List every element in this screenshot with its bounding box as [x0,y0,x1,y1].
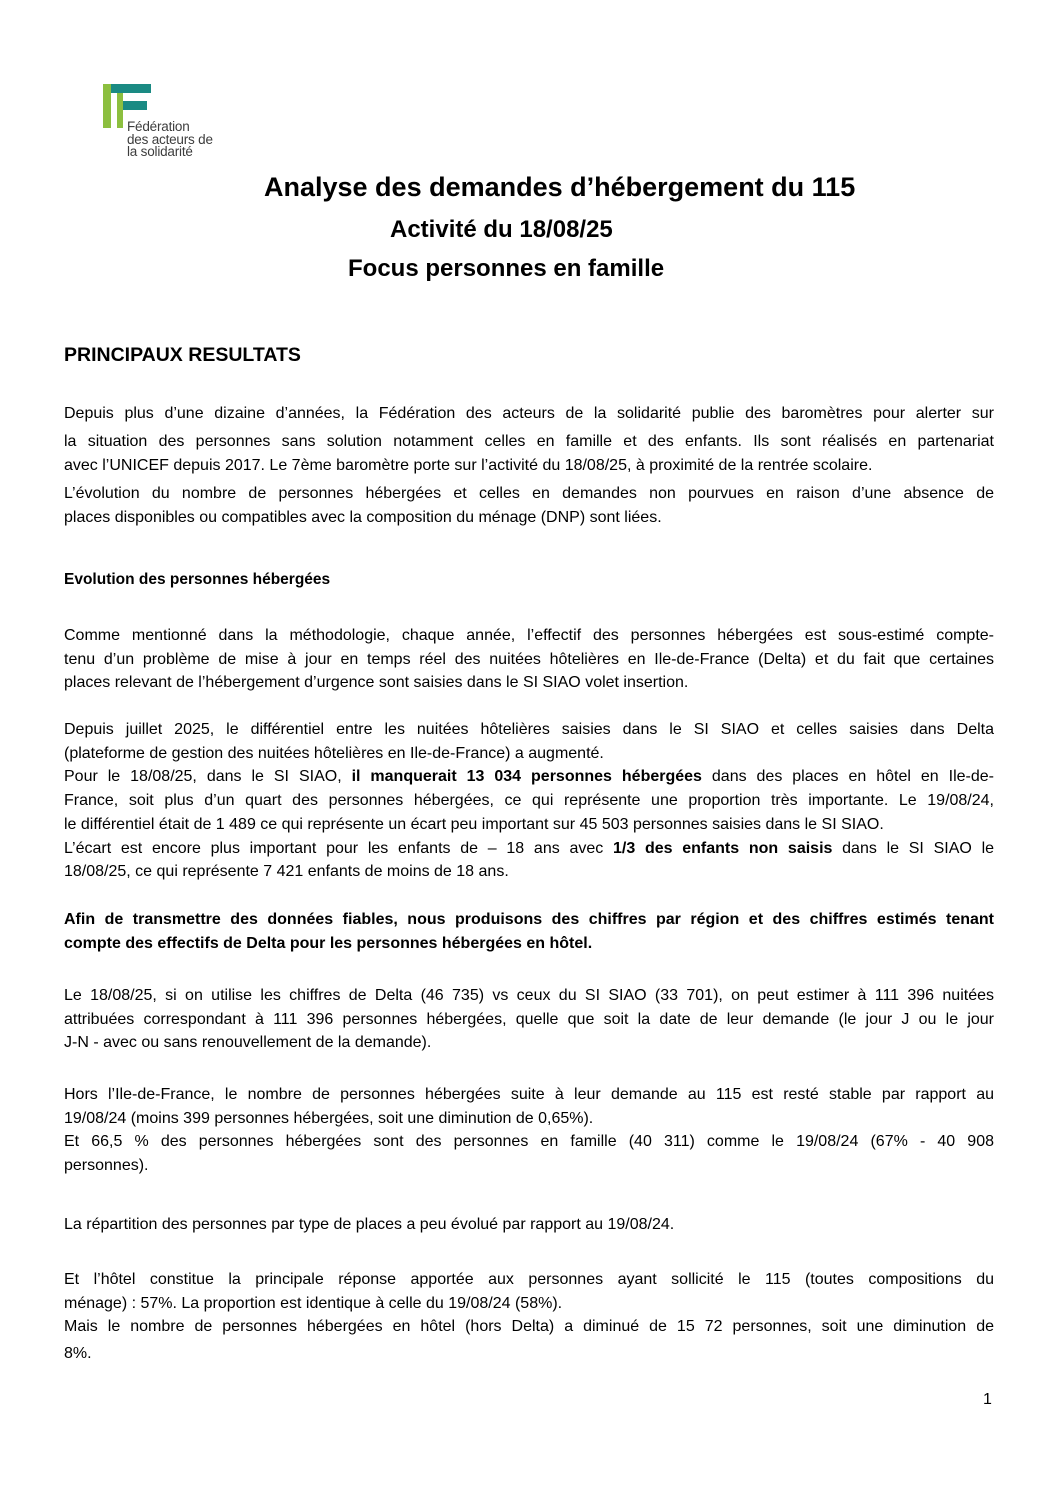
section-heading: PRINCIPAUX RESULTATS [64,344,301,366]
logo-line-2: des acteurs de [127,131,213,147]
page-number: 1 [983,1391,992,1408]
paragraph-line: attribuées correspondant à 111 396 personnes hébergées, quelle que soit la date de leur demande (le jour J ou le jour [64,1010,994,1028]
methodology-paragraph [64,624,994,695]
intro-line: avec l’UNICEF depuis 2017. Le 7ème baromètre porte sur l’activité du 18/08/25, à proximité de la rentrée scolaire. [64,457,873,474]
intro-line: places disponibles ou compatibles avec la composition du ménage (DNP) sont liées. [64,509,662,526]
logo-text [127,121,213,159]
logo-line-3: la solidarité [127,144,193,159]
paragraph-line: Et 66,5 % des personnes hébergées sont des personnes en famille (40 311) comme le 19/08/24 (67% - 40 908 [64,1133,994,1151]
subheading-hebergees: Evolution des personnes hébergées [64,571,331,588]
paragraph-line: 8%. [64,1345,92,1363]
paragraph-line: personnes). [64,1157,149,1175]
differential-paragraph [64,718,994,884]
paragraph-line: le différentiel était de 1 489 ce qui représente un écart peu important sur 45 503 personnes saisies dans le SI SIAO. [64,815,884,833]
reliable-data-paragraph [64,908,994,955]
logo-line-1: Fédération [127,119,190,134]
paragraph-line: J-N - avec ou sans renouvellement de la demande). [64,1034,432,1052]
hors-idf-paragraph [64,1083,994,1178]
repartition-paragraph [64,1213,994,1237]
highlight-missing-persons: il manquerait 13 034 personnes hébergées [351,768,702,786]
intro-line: Depuis plus d’une dizaine d’années, la Fédération des acteurs de la solidarité publie des baromètres pour alerter sur [64,405,994,422]
document-title: Analyse des demandes d’hébergement du 115 [264,172,856,202]
paragraph-line: 19/08/24 (moins 399 personnes hébergées, soit une diminution de 0,65%). [64,1109,594,1127]
paragraph-line: (plateforme de gestion des nuitées hôtelières en Ile-de-France) a augmenté. [64,744,604,762]
delta-estimate-paragraph [64,984,994,1055]
intro-line: la situation des personnes sans solution notamment celles en famille et des enfants. Ils sont réalisés en partenariat [64,432,994,450]
paragraph-line: ménage) : 57%. La proportion est identique à celle du 19/08/24 (58%). [64,1294,563,1312]
text-run: Pour le 18/08/25, dans le SI SIAO, [64,768,342,786]
paragraph-line: France, soit plus d’un quart des personnes hébergées, ce qui représente une proportion très importante. Le 19/08/24, [64,792,994,810]
intro-paragraph [64,402,994,531]
paragraph-line: Hors l’Ile-de-France, le nombre de personnes hébergées suite à leur demande au 115 est resté stable par rapport au [64,1086,994,1103]
paragraph-line: La répartition des personnes par type de places a peu évolué par rapport au 19/08/24. [64,1216,675,1233]
paragraph-line: tenu d’un problème de mise à jour en temps réel des nuitées hôtelières en Ile-de-France (Delta) et du fait que certaines [64,650,994,668]
paragraph-line: Et l’hôtel constitue la principale réponse apportée aux personnes ayant sollicité le 115 (toutes compositions du [64,1271,994,1288]
paragraph-line: Afin de transmettre des données fiables, nous produisons des chiffres par région et des chiffres estimés tenant [64,911,994,928]
paragraph-line [64,765,994,789]
paragraph-line: Mais le nombre de personnes hébergées en hôtel (hors Delta) a diminué de 15 72 personnes, soit une diminution de [64,1318,994,1336]
highlight-children: 1/3 des enfants non saisis [612,839,833,857]
paragraph-line: Depuis juillet 2025, le différentiel entre les nuitées hôtelières saisies dans le SI SIAO et celles saisies dans Delta [64,721,994,738]
text-run: dans le SI SIAO le [842,839,995,857]
text-run: L’écart est encore plus important pour les enfants de – 18 ans avec [64,839,604,857]
paragraph-line: Le 18/08/25, si on utilise les chiffres de Delta (46 735) vs ceux du SI SIAO (33 701), on peut estimer à 111 396 nuitées [64,987,994,1004]
paragraph-line [64,837,994,861]
hotel-paragraph [64,1268,994,1366]
paragraph-line: Comme mentionné dans la méthodologie, chaque année, l’effectif des personnes hébergées est sous-estimé compte- [64,627,994,644]
paragraph-line: places relevant de l’hébergement d’urgence sont saisies dans le SI SIAO volet insertion. [64,674,689,692]
intro-line: L’évolution du nombre de personnes hébergées et celles en demandes non pourvues en raison d’une absence de [64,484,994,502]
paragraph-line: 18/08/25, ce qui représente 7 421 enfants de moins de 18 ans. [64,863,509,881]
document-date-subtitle: Activité du 18/08/25 [390,216,613,243]
paragraph-line: compte des effectifs de Delta pour les personnes hébergées en hôtel. [64,934,593,952]
document-focus-subtitle: Focus personnes en famille [348,255,665,282]
text-run: dans des places en hôtel en Ile-de- [711,768,994,786]
federation-logo [103,84,243,164]
